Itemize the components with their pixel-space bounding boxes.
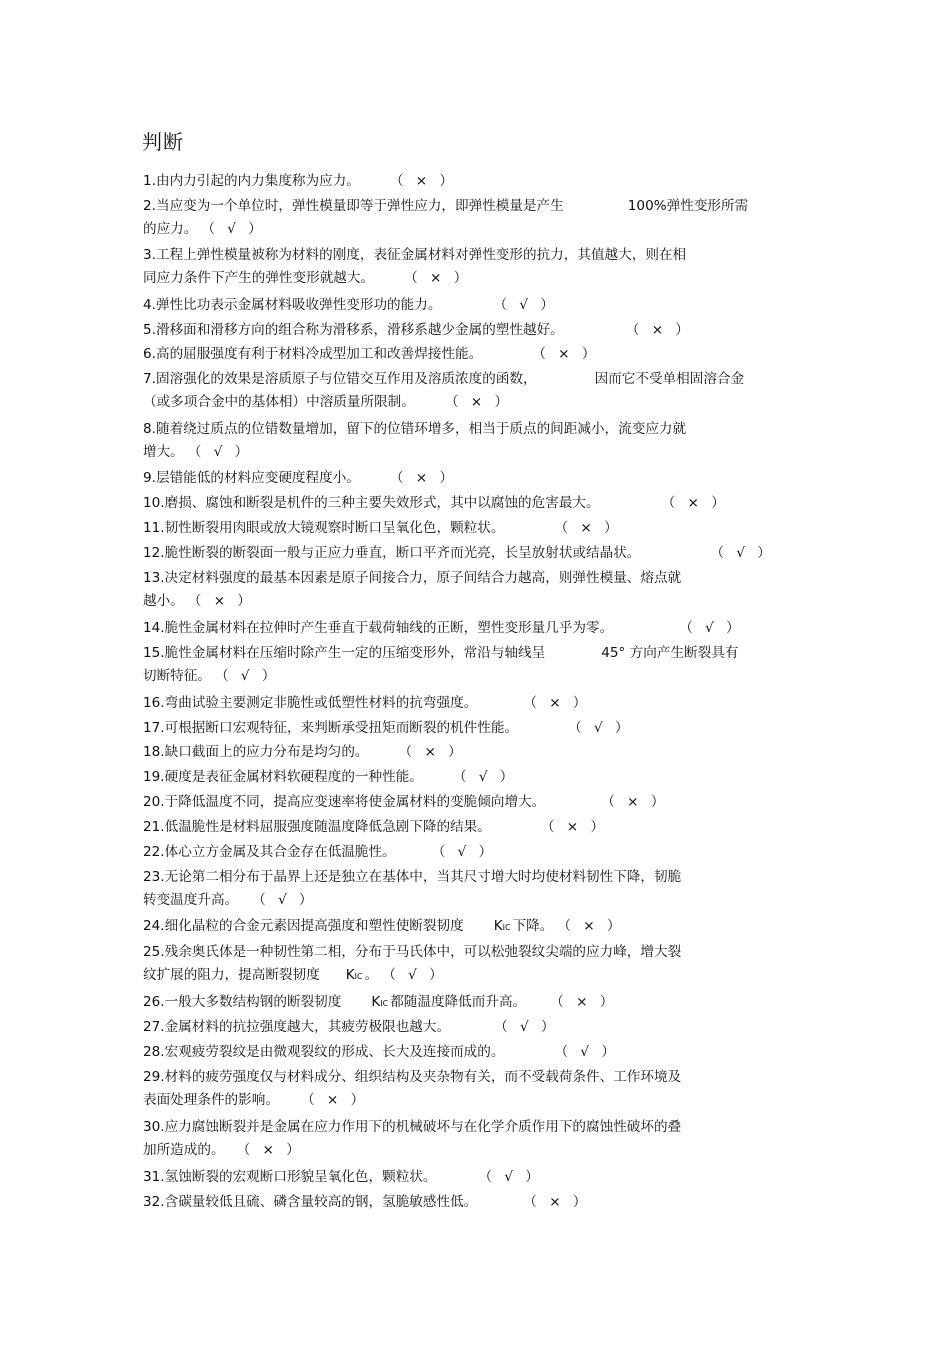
question-27 xyxy=(143,1016,559,1039)
question-14 xyxy=(143,617,744,640)
question-text: 3.工程上弹性模量被称为材料的刚度，表征金属材料对弹性变形的抗力，其值越大，则在相 xyxy=(143,247,687,263)
question-text: 20.于降低温度不同，提高应变速率将使金属材料的变脆倾向增大。 xyxy=(143,794,546,810)
page-title: 判断 xyxy=(142,130,184,154)
question-text: 5.滑移面和滑移方向的组合称为滑移系，滑移系越少金属的塑性越好。 xyxy=(143,322,564,338)
answer-mark: （ × ） xyxy=(389,173,458,189)
question-26 xyxy=(143,991,617,1015)
question-text: 29.材料的疲劳强度仅与材料成分、组织结构及夹杂物有关，而不受载荷条件、工作环境及 xyxy=(143,1069,682,1085)
question-text: 2.当应变为一个单位时，弹性模量即等于弹性应力，即弹性模量是产生 xyxy=(143,198,564,214)
question-text: 26.一般大多数结构钢的断裂韧度 xyxy=(143,994,342,1010)
question-21 xyxy=(143,816,608,839)
answer-mark: （ × ） xyxy=(300,1092,369,1108)
answer-mark: （ × ） xyxy=(554,520,622,536)
question-text-line2: 的应力。 xyxy=(143,221,198,237)
answer-mark: （ × ） xyxy=(532,346,600,362)
question-30 xyxy=(143,1116,681,1162)
k-subscript: IC xyxy=(502,923,511,932)
question-28 xyxy=(143,1041,619,1064)
question-text-cont: 45° 方向产生断裂具有 xyxy=(601,645,739,661)
question-19 xyxy=(143,766,517,789)
k-symbol: K xyxy=(345,967,355,983)
answer-mark: （ × ） xyxy=(444,394,513,410)
question-text-line2: 越小。 xyxy=(143,593,184,609)
question-text: 1.由内力引起的内力集度称为应力。 xyxy=(143,173,360,189)
k-subscript: IC xyxy=(354,972,363,981)
answer-mark: （ √ ） xyxy=(252,892,317,908)
answer-mark: （ √ ） xyxy=(214,668,280,684)
question-text-cont: 都随温度降低而升高。 xyxy=(390,994,527,1010)
question-text: 10.磨损、腐蚀和断裂是机件的三种主要失效形式，其中以腐蚀的危害最大。 xyxy=(143,495,600,511)
question-text: 11.韧性断裂用肉眼或放大镜观察时断口呈氧化色，颗粒状。 xyxy=(143,520,505,536)
k-subscript: IC xyxy=(380,999,389,1008)
question-11 xyxy=(143,517,622,540)
question-31 xyxy=(143,1166,543,1189)
question-text-line2: 同应力条件下产生的弹性变形就越大。 xyxy=(143,270,375,286)
question-16 xyxy=(143,692,591,715)
answer-mark: （ × ） xyxy=(661,495,729,511)
question-32 xyxy=(143,1191,591,1214)
question-text: 7.固溶强化的效果是溶质原子与位错交互作用及溶质浓度的函数， xyxy=(143,371,537,387)
answer-mark: （ √ ） xyxy=(201,221,266,237)
question-25 xyxy=(143,941,681,987)
question-text: 27.金属材料的抗拉强度越大，其疲劳极限也越大。 xyxy=(143,1019,451,1035)
answer-mark: （ × ） xyxy=(557,918,625,934)
question-text-cont: 下降。 xyxy=(512,918,554,934)
question-10 xyxy=(143,492,729,515)
answer-mark: （ × ） xyxy=(540,819,609,835)
answer-mark: （ √ ） xyxy=(493,297,558,313)
question-text: 22.体心立方金属及其合金存在低温脆性。 xyxy=(143,844,396,860)
question-text-line2: 加所造成的。 xyxy=(143,1142,225,1158)
question-12 xyxy=(143,542,775,565)
answer-mark: （ × ） xyxy=(550,994,618,1010)
answer-mark: （ √ ） xyxy=(494,1019,559,1035)
question-text: 4.弹性比功表示金属材料吸收弹性变形功的能力。 xyxy=(143,297,442,313)
question-text: 30.应力腐蚀断裂并是金属在应力作用下的机械破坏与在化学介质作用下的腐蚀性破坏的叠 xyxy=(143,1119,682,1135)
question-24 xyxy=(143,915,625,939)
question-text-line2: 切断特征。 xyxy=(143,668,211,684)
question-20 xyxy=(143,791,668,814)
question-text-cont: 因而它不受单相固溶合金 xyxy=(594,371,745,387)
question-text-cont: 。 xyxy=(364,967,379,983)
question-text: 19.硬度是表征金属材料软硬程度的一种性能。 xyxy=(143,769,423,785)
question-4 xyxy=(143,294,558,317)
question-text: 21.低温脆性是材料屈服强度随温度降低急剧下降的结果。 xyxy=(143,819,491,835)
question-text-line2: 转变温度升高。 xyxy=(143,892,239,908)
question-2 xyxy=(143,195,748,241)
question-text: 18.缺口截面上的应力分布是均匀的。 xyxy=(143,744,369,760)
answer-mark: （ × ） xyxy=(601,794,669,810)
answer-mark: （ × ） xyxy=(187,593,256,609)
question-text: 6.高的屈服强度有利于材料冷成型加工和改善焊接性能。 xyxy=(143,346,483,362)
answer-mark: （ × ） xyxy=(389,470,458,486)
answer-mark: （ √ ） xyxy=(568,720,633,736)
question-text: 25.残余奥氏体是一种韧性第二相，分布于马氏体中，可以松弛裂纹尖端的应力峰，增大裂 xyxy=(143,944,682,960)
question-13 xyxy=(143,567,681,613)
question-29 xyxy=(143,1066,681,1112)
question-7 xyxy=(143,368,744,414)
question-text: 12.脆性断裂的断裂面一般与正应力垂直，断口平齐而光亮，长呈放射状或结晶状。 xyxy=(143,545,641,561)
question-text: 9.层错能低的材料应变硬度程度小。 xyxy=(143,470,360,486)
answer-mark: （ × ） xyxy=(236,1142,304,1158)
question-text: 32.含碳量较低且硫、磷含量较高的钢，氢脆敏感性低。 xyxy=(143,1194,478,1210)
question-text: 28.宏观疲劳裂纹是由微观裂纹的形成、长大及连接而成的。 xyxy=(143,1044,505,1060)
answer-mark: （ √ ） xyxy=(710,545,775,561)
question-text: 23.无论第二相分布于晶界上还是独立在基体中，当其尺寸增大时均使材料韧性下降，韧脆 xyxy=(143,869,682,885)
question-text: 31.氢蚀断裂的宏观断口形貌呈氧化色，颗粒状。 xyxy=(143,1169,437,1185)
k-symbol: K xyxy=(371,994,381,1010)
question-9 xyxy=(143,467,457,490)
question-23 xyxy=(143,866,681,912)
answer-mark: （ √ ） xyxy=(431,844,497,860)
question-text: 17.可根据断口宏观特征，来判断承受扭矩而断裂的机件性能。 xyxy=(143,720,519,736)
k-symbol: K xyxy=(493,918,503,934)
question-text-line2: （或多项合金中的基体相）中溶质量所限制。 xyxy=(143,394,415,410)
question-text: 15.脆性金属材料在压缩时除产生一定的压缩变形外，常沿与轴线呈 xyxy=(143,645,546,661)
answer-mark: （ √ ） xyxy=(452,769,518,785)
question-text-line2: 纹扩展的阻力，提高断裂韧度 xyxy=(143,967,320,983)
answer-mark: （ √ ） xyxy=(478,1169,543,1185)
answer-mark: （ × ） xyxy=(398,744,466,760)
question-text: 14.脆性金属材料在拉伸时产生垂直于载荷轴线的正断，塑性变形量几乎为零。 xyxy=(143,620,614,636)
question-15 xyxy=(143,642,738,688)
answer-mark: （ × ） xyxy=(523,695,591,711)
question-22 xyxy=(143,841,496,864)
answer-mark: （ √ ） xyxy=(187,444,253,460)
question-5 xyxy=(143,319,693,342)
question-text-cont: 100%弹性变形所需 xyxy=(627,198,749,214)
question-3 xyxy=(143,244,686,290)
question-8 xyxy=(143,418,686,464)
question-17 xyxy=(143,717,633,740)
question-6 xyxy=(143,343,599,366)
question-1 xyxy=(143,170,457,193)
answer-mark: （ √ ） xyxy=(679,620,744,636)
answer-mark: （ × ） xyxy=(523,1194,591,1210)
answer-mark: （ × ） xyxy=(404,270,472,286)
question-text: 13.决定材料强度的最基本因素是原子间接合力，原子间结合力越高，则弹性模量、熔点就 xyxy=(143,570,682,586)
answer-mark: （ √ ） xyxy=(554,1044,619,1060)
answer-mark: （ √ ） xyxy=(382,967,447,983)
question-18 xyxy=(143,741,466,764)
question-text: 8.随着绕过质点的位错数量增加，留下的位错环增多，相当于质点的间距减小，流变应力就 xyxy=(143,421,687,437)
question-text-line2: 表面处理条件的影响。 xyxy=(143,1092,279,1108)
answer-mark: （ × ） xyxy=(625,322,694,338)
question-text-line2: 增大。 xyxy=(143,444,184,460)
question-text: 16.弯曲试验主要测定非脆性或低塑性材料的抗弯强度。 xyxy=(143,695,478,711)
question-text: 24.细化晶粒的合金元素因提高强度和塑性使断裂韧度 xyxy=(143,918,464,934)
